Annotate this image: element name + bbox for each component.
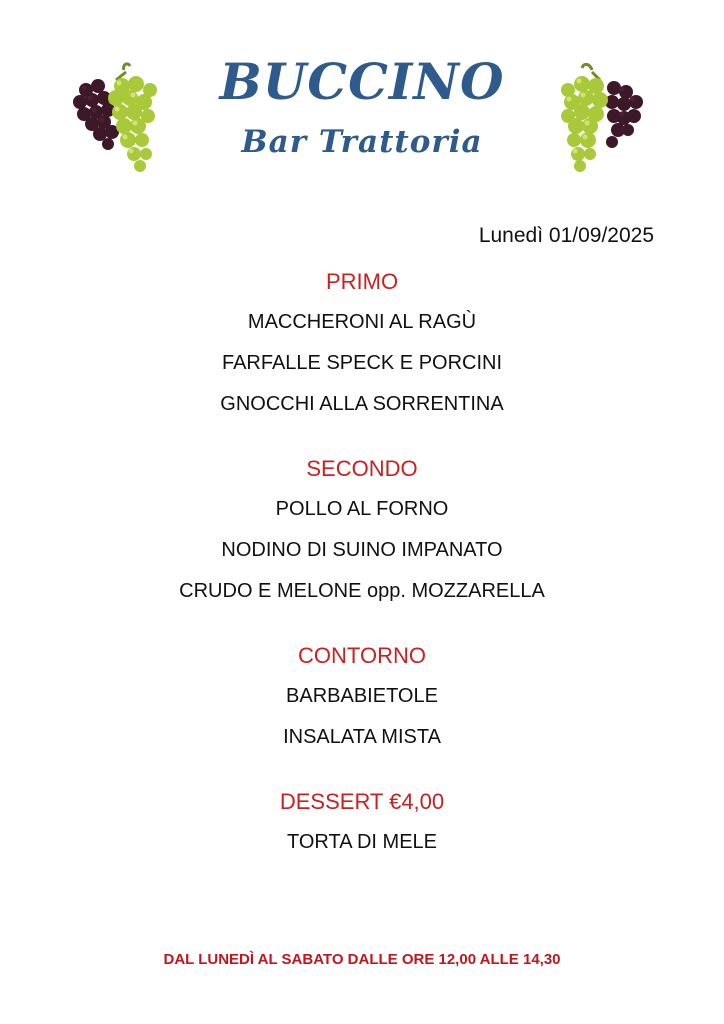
dish-item: NODINO DI SUINO IMPANATO bbox=[221, 539, 503, 561]
dish-item: FARFALLE SPECK E PORCINI bbox=[221, 352, 503, 374]
section-title: SECONDO bbox=[306, 456, 418, 481]
dish-item: CRUDO E MELONE opp. MOZZARELLA bbox=[179, 580, 545, 602]
dish-item: MACCHERONI AL RAGÙ bbox=[247, 311, 477, 333]
section-title: CONTORNO bbox=[298, 643, 426, 668]
dish-item: GNOCCHI ALLA SORRENTINA bbox=[220, 393, 504, 415]
dish-item: INSALATA MISTA bbox=[283, 726, 441, 748]
section-dessert bbox=[0, 782, 724, 863]
restaurant-subtitle: Bar Trattoria bbox=[241, 124, 483, 160]
section-primo bbox=[0, 262, 724, 425]
dish-item: TORTA DI MELE bbox=[286, 831, 438, 853]
menu-date: Lunedì 01/09/2025 bbox=[478, 224, 654, 247]
dish-item: BARBABIETOLE bbox=[286, 685, 438, 707]
opening-hours: DAL LUNEDÌ AL SABATO DALLE ORE 12,00 ALLE 14,30 bbox=[163, 951, 561, 968]
section-title: DESSERT €4,00 bbox=[279, 789, 445, 814]
dish-item: POLLO AL FORNO bbox=[275, 498, 449, 520]
section-contorno bbox=[0, 636, 724, 758]
menu-list bbox=[0, 262, 724, 863]
section-title: PRIMO bbox=[325, 269, 399, 294]
restaurant-name: BUCCINO bbox=[219, 52, 505, 111]
section-secondo bbox=[0, 449, 724, 612]
